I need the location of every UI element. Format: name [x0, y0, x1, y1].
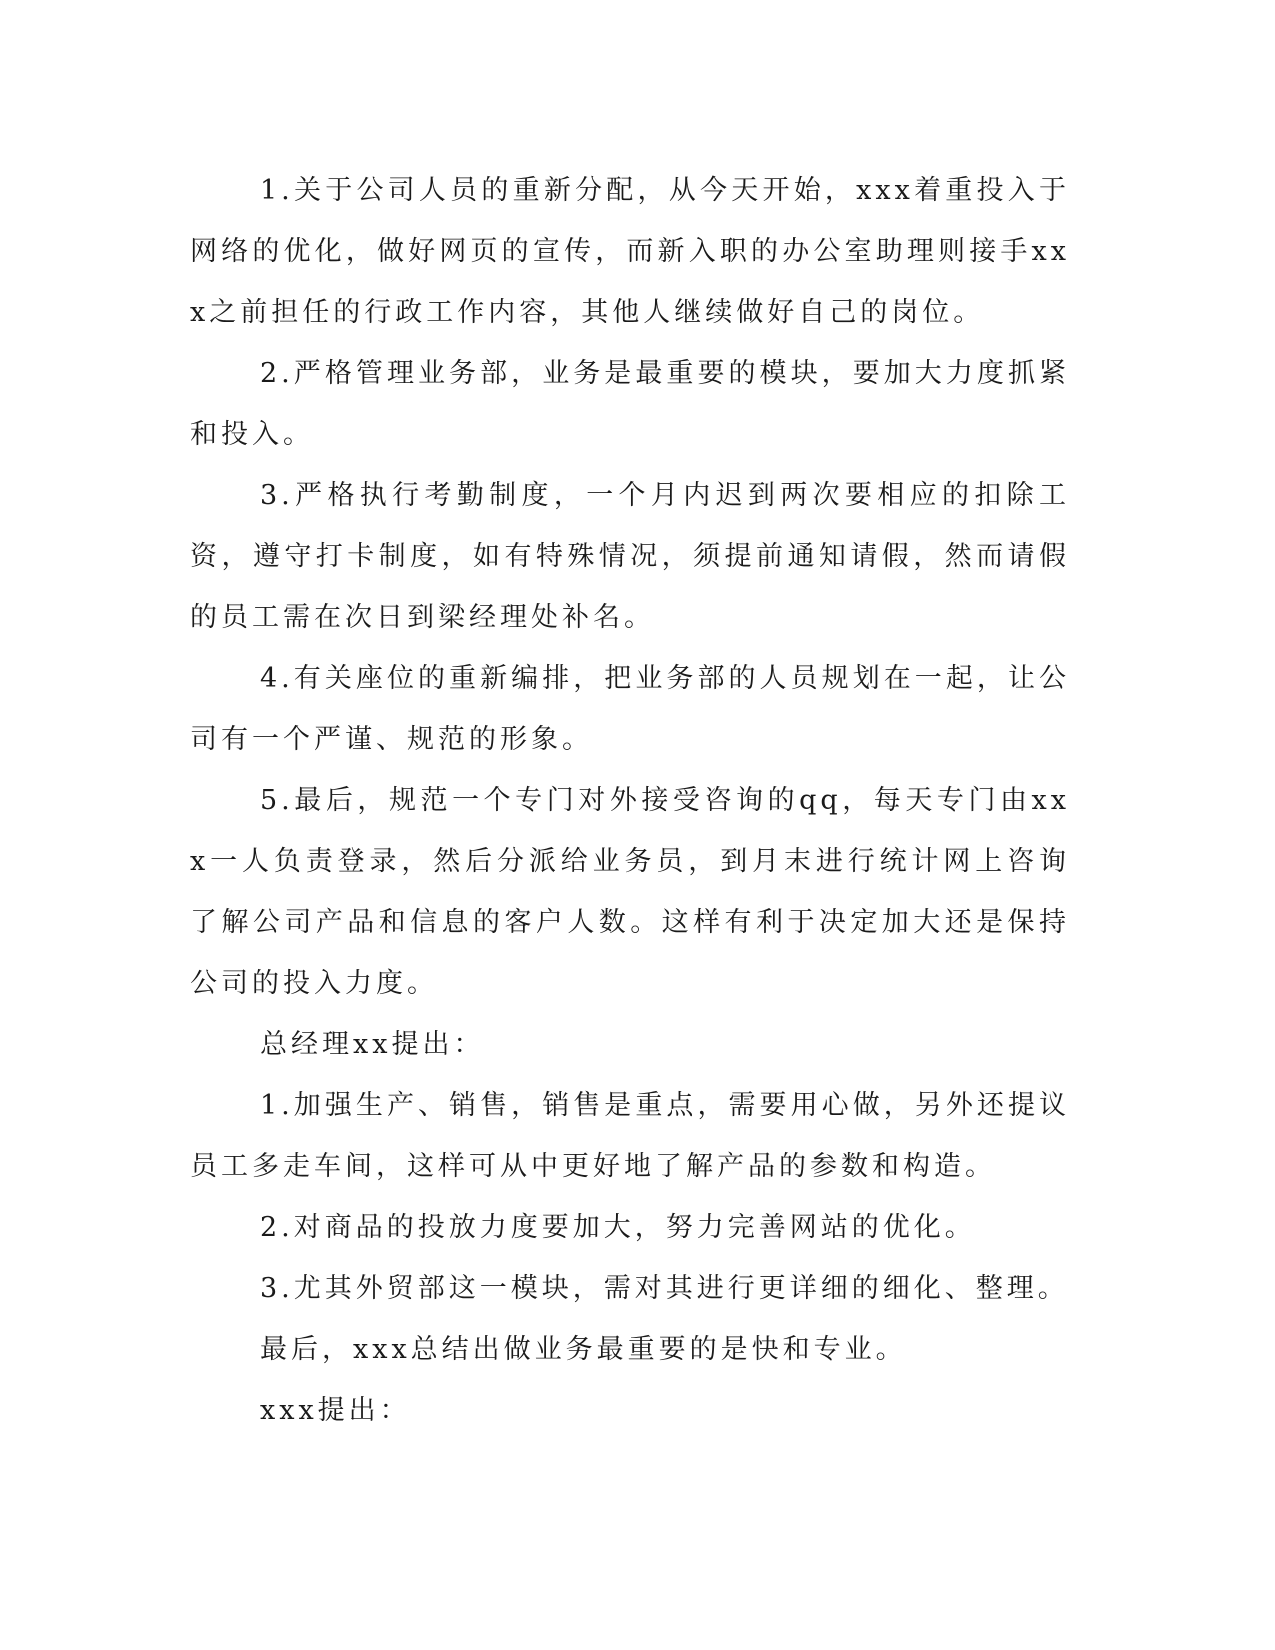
paragraph-summary: 最后，xxx总结出做业务最重要的是快和专业。 — [260, 1334, 907, 1365]
paragraph-production-sales: 1.加强生产、销售，销售是重点，需要用心做，另外还提议员工多走车间，这样可从中更好地了解产品的参数和构造。 — [190, 1090, 1070, 1182]
paragraph-business-management: 2.严格管理业务部，业务是最重要的模块，要加大力度抓紧和投入。 — [190, 358, 1070, 450]
paragraph-product-promotion: 2.对商品的投放力度要加大，努力完善网站的优化。 — [260, 1212, 976, 1243]
paragraph-seating-arrangement: 4.有关座位的重新编排，把业务部的人员规划在一起，让公司有一个严谨、规范的形象。 — [190, 663, 1070, 755]
paragraph-foreign-trade: 3.尤其外贸部这一模块，需对其进行更详细的细化、整理。 — [260, 1273, 1069, 1304]
paragraph-gm-proposal-heading: 总经理xx提出： — [260, 1029, 485, 1060]
paragraph-attendance-policy: 3.严格执行考勤制度，一个月内迟到两次要相应的扣除工资，遵守打卡制度，如有特殊情况，须提前通知请假，然而请假的员工需在次日到梁经理处补名。 — [190, 480, 1070, 633]
document-body — [190, 160, 1070, 1441]
paragraph-qq-consultation: 5.最后，规范一个专门对外接受咨询的qq，每天专门由xxx一人负责登录，然后分派给业务员，到月末进行统计网上咨询了解公司产品和信息的客户人数。这样有利于决定加大还是保持公司的投入力度。 — [190, 785, 1070, 999]
paragraph-staff-reallocation: 1.关于公司人员的重新分配，从今天开始，xxx着重投入于网络的优化，做好网页的宣传，而新入职的办公室助理则接手xxx之前担任的行政工作内容，其他人继续做好自己的岗位。 — [190, 175, 1070, 328]
paragraph-xxx-proposal-heading: xxx提出： — [260, 1395, 411, 1426]
